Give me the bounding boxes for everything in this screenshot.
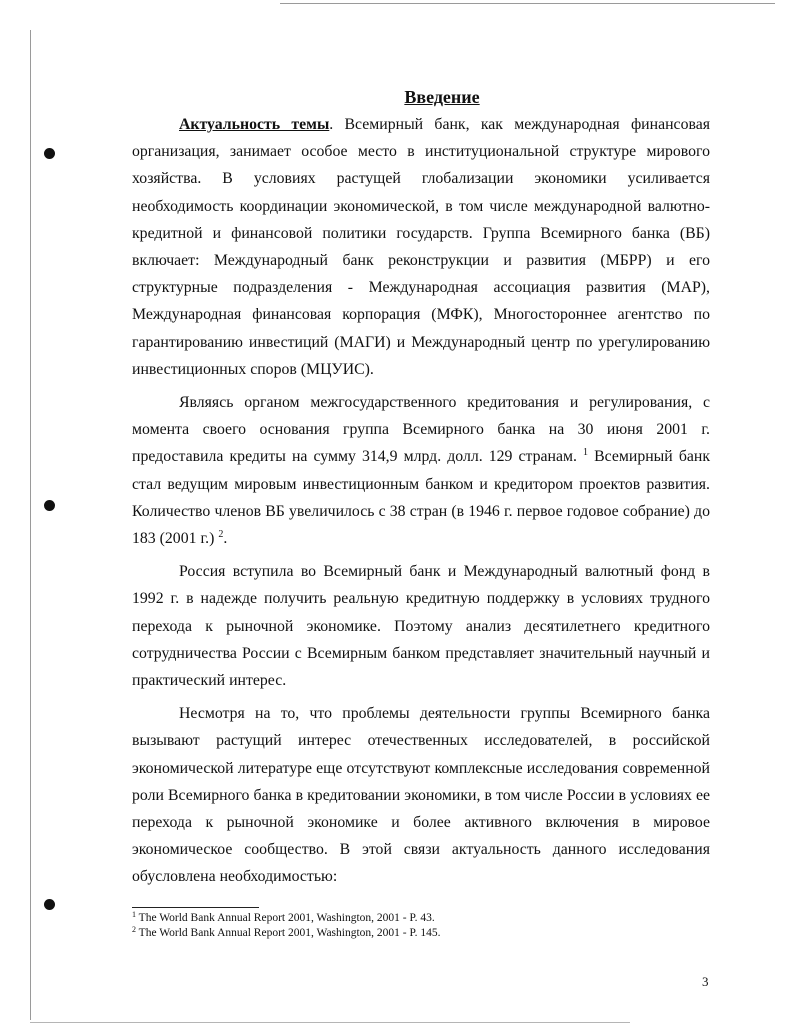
footnote-mark: 1 bbox=[132, 910, 136, 919]
footnotes bbox=[132, 911, 712, 941]
punch-hole-mark bbox=[44, 899, 55, 910]
scan-edge-bottom bbox=[30, 1022, 630, 1023]
paragraph-research: Несмотря на то, что проблемы деятельности группы Всемирного банка вызывают растущий интерес отечественных исследователей, в российской экономической литературе еще отсутствуют комплексные исследования современной роли Всемирного банка в кредитовании экономики, в том числе России в условиях ее перехода к рыночной экономике и более активного включения в мировое экономическое сообщество. В этой связи актуальность данного исследования обусловлена необходимостью: bbox=[132, 705, 710, 886]
paragraph-lending bbox=[132, 389, 710, 552]
footnote bbox=[132, 911, 712, 926]
scan-edge-top bbox=[280, 3, 775, 4]
paragraph-text: Являясь органом межгосударственного кредитования и регулирования, с момента своего основания группа Всемирного банка на 30 июня 2001 г. предоставила кредиты на сумму 314,9 млрд. долл. 129 странам. bbox=[132, 394, 710, 466]
page-number: 3 bbox=[702, 974, 709, 989]
footnote-separator bbox=[132, 907, 259, 908]
footnote-mark: 2 bbox=[132, 925, 136, 934]
scan-edge-left bbox=[30, 30, 31, 1020]
paragraph-text: . bbox=[223, 530, 228, 548]
page-body bbox=[132, 86, 710, 897]
page-title: Введение bbox=[404, 87, 480, 107]
paragraph-russia: Россия вступила во Всемирный банк и Международный валютный фонд в 1992 г. в надежде получить реальную кредитную поддержку в условиях трудного перехода к рыночной экономике. Поэтому анализ десятилетнего кредитного сотрудничества России с Всемирным банком представляет значительный научный и практический интерес. bbox=[132, 563, 710, 690]
footnote-ref-2[interactable]: 2 bbox=[218, 529, 224, 541]
footnote-text: The World Bank Annual Report 2001, Washington, 2001 - P. 145. bbox=[138, 927, 441, 939]
relevance-lead: Актуальность темы bbox=[179, 116, 330, 133]
punch-hole-mark bbox=[44, 500, 55, 511]
punch-hole-mark bbox=[44, 148, 55, 159]
paragraph-relevance bbox=[132, 111, 710, 383]
footnote bbox=[132, 926, 712, 941]
paragraph-text: . Всемирный банк, как международная финансовая организация, занимает особое место в институциональной структуре мирового хозяйства. В условиях растущей глобализации экономики усиливается необходимость координации экономической, в том числе международной валютно-кредитной и финансовой политики государств. Группа Всемирного банка (ВБ) включает: Международный банк реконструкции и развития (МБРР) и его структурные подразделения - Международная ассоциация развития (МАР), Международная финансовая корпорация (МФК), Многостороннее агентство по гарантированию инвестиций (МАГИ) и Международный центр по урегулированию инвестиционных споров (МЦУИС). bbox=[132, 116, 710, 378]
footnote-ref-1[interactable]: 1 bbox=[583, 447, 589, 459]
paragraph-text: Всемирный банк стал ведущим мировым инвестиционным банком и кредитором проектов развития. Количество членов ВБ увеличилось с 38 стран (в 1946 г. первое годовое собрание) до 183 (2001 г.) bbox=[132, 448, 711, 548]
footnote-text: The World Bank Annual Report 2001, Washington, 2001 - P. 43. bbox=[138, 912, 435, 924]
